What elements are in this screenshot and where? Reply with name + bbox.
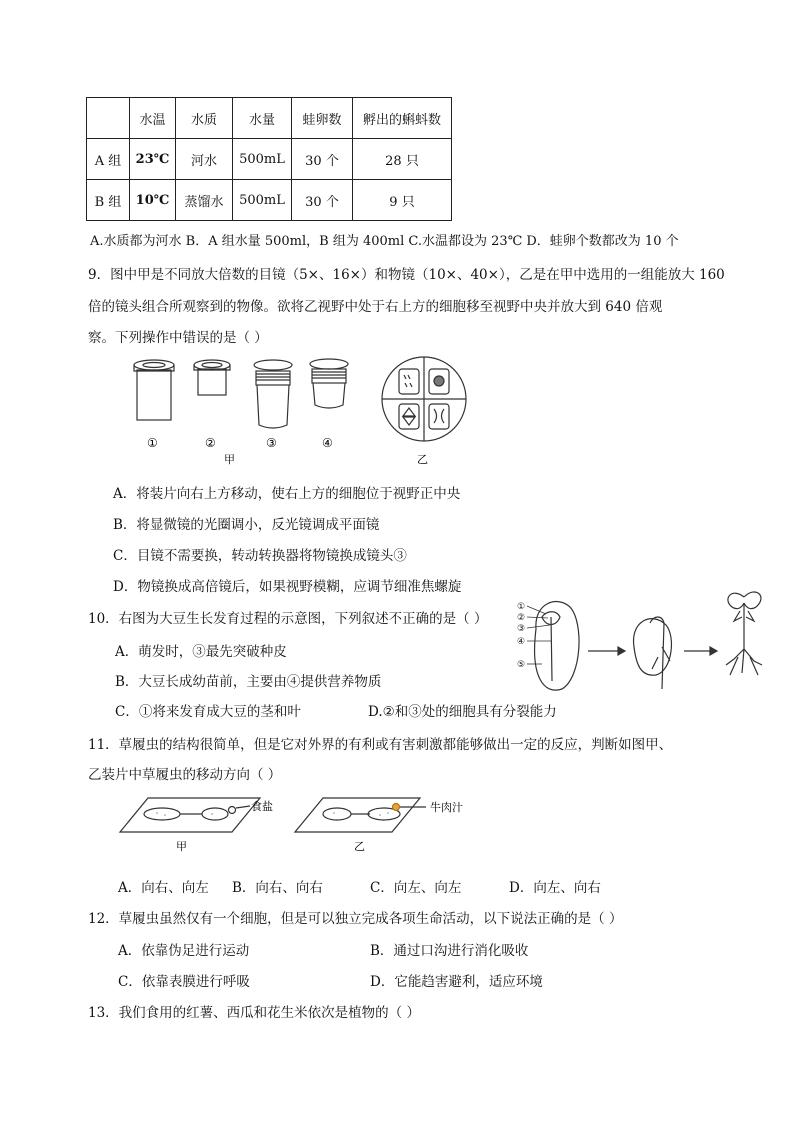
- q11-stem-line2: 乙装片中草履虫的移动方向（ ）: [88, 767, 282, 783]
- table-cell: 河水: [176, 139, 233, 180]
- soybean-seedling-icon: [726, 592, 762, 675]
- fig-caption-yi: 乙: [417, 453, 428, 466]
- lens-label-1: ①: [147, 436, 158, 450]
- field-of-view-icon: [382, 357, 466, 441]
- microscope-lens-figure: [125, 355, 475, 467]
- arrow-icon: [588, 647, 625, 655]
- table-cell: A 组: [87, 139, 130, 180]
- q9-stem-line1: 9．图中甲是不同放大倍数的目镜（5×、16×）和物镜（10×、40×），乙是在甲中选用的一组能放大 160: [88, 267, 725, 283]
- q10-option-a: A．萌发时，③最先突破种皮: [115, 644, 287, 660]
- label-broth: 牛肉汁: [430, 801, 463, 814]
- lens-label-2: ②: [205, 436, 216, 450]
- table-header-cell: 水量: [233, 98, 292, 139]
- table-cell: 23℃: [130, 139, 176, 180]
- q11-option-d: D．向左、向右: [509, 880, 601, 896]
- arrow-icon: [684, 647, 717, 655]
- table-row: [87, 139, 452, 180]
- caption-jia: 甲: [176, 840, 187, 853]
- lens-label-4: ④: [322, 436, 333, 450]
- q12-option-a: A．依靠伪足进行运动: [118, 943, 250, 959]
- q12-option-c: C．依靠表膜进行呼吸: [118, 974, 250, 990]
- seed-label-1: ①: [517, 602, 526, 612]
- table-cell: 9 只: [353, 180, 452, 221]
- table-cell: B 组: [87, 180, 130, 221]
- eyepiece-lens-long-icon: [134, 360, 174, 420]
- table-row: [87, 180, 452, 221]
- table-cell: 500mL: [233, 180, 292, 221]
- q13-stem: 13．我们食用的红薯、西瓜和花生米依次是植物的（ ）: [88, 1005, 420, 1021]
- germinating-seed-icon: [634, 617, 672, 689]
- q9-option-d: D．物镜换成高倍镜后，如果视野模糊，应调节细准焦螺旋: [113, 579, 462, 595]
- q9-option-c: C．目镜不需要换，转动转换器将物镜换成镜头③: [113, 548, 407, 564]
- paramecium-slides-figure: [112, 796, 482, 856]
- table-cell: 30 个: [292, 139, 353, 180]
- table-cell: 蒸馏水: [176, 180, 233, 221]
- eyepiece-lens-short-icon: [194, 360, 230, 395]
- table-cell: 28 只: [353, 139, 452, 180]
- slide-jia-icon: [120, 798, 260, 832]
- seed-label-2: ②: [517, 613, 526, 623]
- table-header-cell: 水质: [176, 98, 233, 139]
- lens-label-3: ③: [266, 436, 277, 450]
- table-header-cell: 孵出的蝌蚪数: [353, 98, 452, 139]
- q12-stem: 12．草履虫虽然仅有一个细胞，但是可以独立完成各项生命活动，以下说法正确的是（ ）: [88, 911, 623, 927]
- q9-option-a: A．将装片向右上方移动，使右上方的细胞位于视野正中央: [113, 486, 461, 502]
- soybean-seed-icon: [535, 602, 579, 691]
- seed-label-5: ⑤: [517, 660, 526, 670]
- q10-option-c: C．①将来发育成大豆的茎和叶: [115, 704, 301, 720]
- fig-caption-jia: 甲: [224, 453, 235, 466]
- table-header-cell: 水温: [130, 98, 176, 139]
- table-header-row: [87, 98, 452, 139]
- q12-option-b: B．通过口沟进行消化吸收: [370, 943, 529, 959]
- q8-options: A.水质都为河水 B．A 组水量 500ml，B 组为 400ml C.水温都设为 23℃ D．蛙卵个数都改为 10 个: [90, 234, 679, 249]
- objective-lens-short-icon: [310, 359, 348, 408]
- label-salt: 食盐: [251, 800, 273, 813]
- table-header-cell: [87, 98, 130, 139]
- table-cell: 10℃: [130, 180, 176, 221]
- experiment-table: [86, 97, 452, 221]
- q10-stem: 10．右图为大豆生长发育过程的示意图，下列叙述不正确的是（ ）: [88, 611, 488, 627]
- slide-yi-icon: [295, 798, 426, 832]
- q11-option-b: B．向右、向右: [232, 880, 323, 896]
- seed-label-3: ③: [517, 624, 526, 634]
- table-cell: 500mL: [233, 139, 292, 180]
- soybean-growth-figure: [512, 577, 784, 697]
- q12-option-d: D．它能趋害避利，适应环境: [370, 974, 543, 990]
- table-cell: 30 个: [292, 180, 353, 221]
- q9-stem-line3: 察。下列操作中错误的是（ ）: [88, 330, 268, 346]
- objective-lens-long-icon: [254, 360, 292, 428]
- q11-option-a: A．向右、向左: [118, 880, 209, 896]
- seed-label-4: ④: [517, 637, 526, 647]
- q10-option-d: D.②和③处的细胞具有分裂能力: [368, 704, 557, 720]
- q9-stem-line2: 倍的镜头组合所观察到的物像。欲将乙视野中处于右上方的细胞移至视野中央并放大到 640 倍观: [88, 299, 663, 315]
- q11-option-c: C．向左、向左: [370, 880, 462, 896]
- table-header-cell: 蛙卵数: [292, 98, 353, 139]
- caption-yi: 乙: [354, 840, 365, 853]
- q10-option-b: B．大豆长成幼苗前，主要由④提供营养物质: [115, 674, 382, 690]
- q9-option-b: B．将显微镜的光圈调小，反光镜调成平面镜: [113, 517, 380, 533]
- q11-stem-line1: 11．草履虫的结构很简单，但是它对外界的有利或有害刺激都能够做出一定的反应，判断如图甲、: [88, 737, 673, 753]
